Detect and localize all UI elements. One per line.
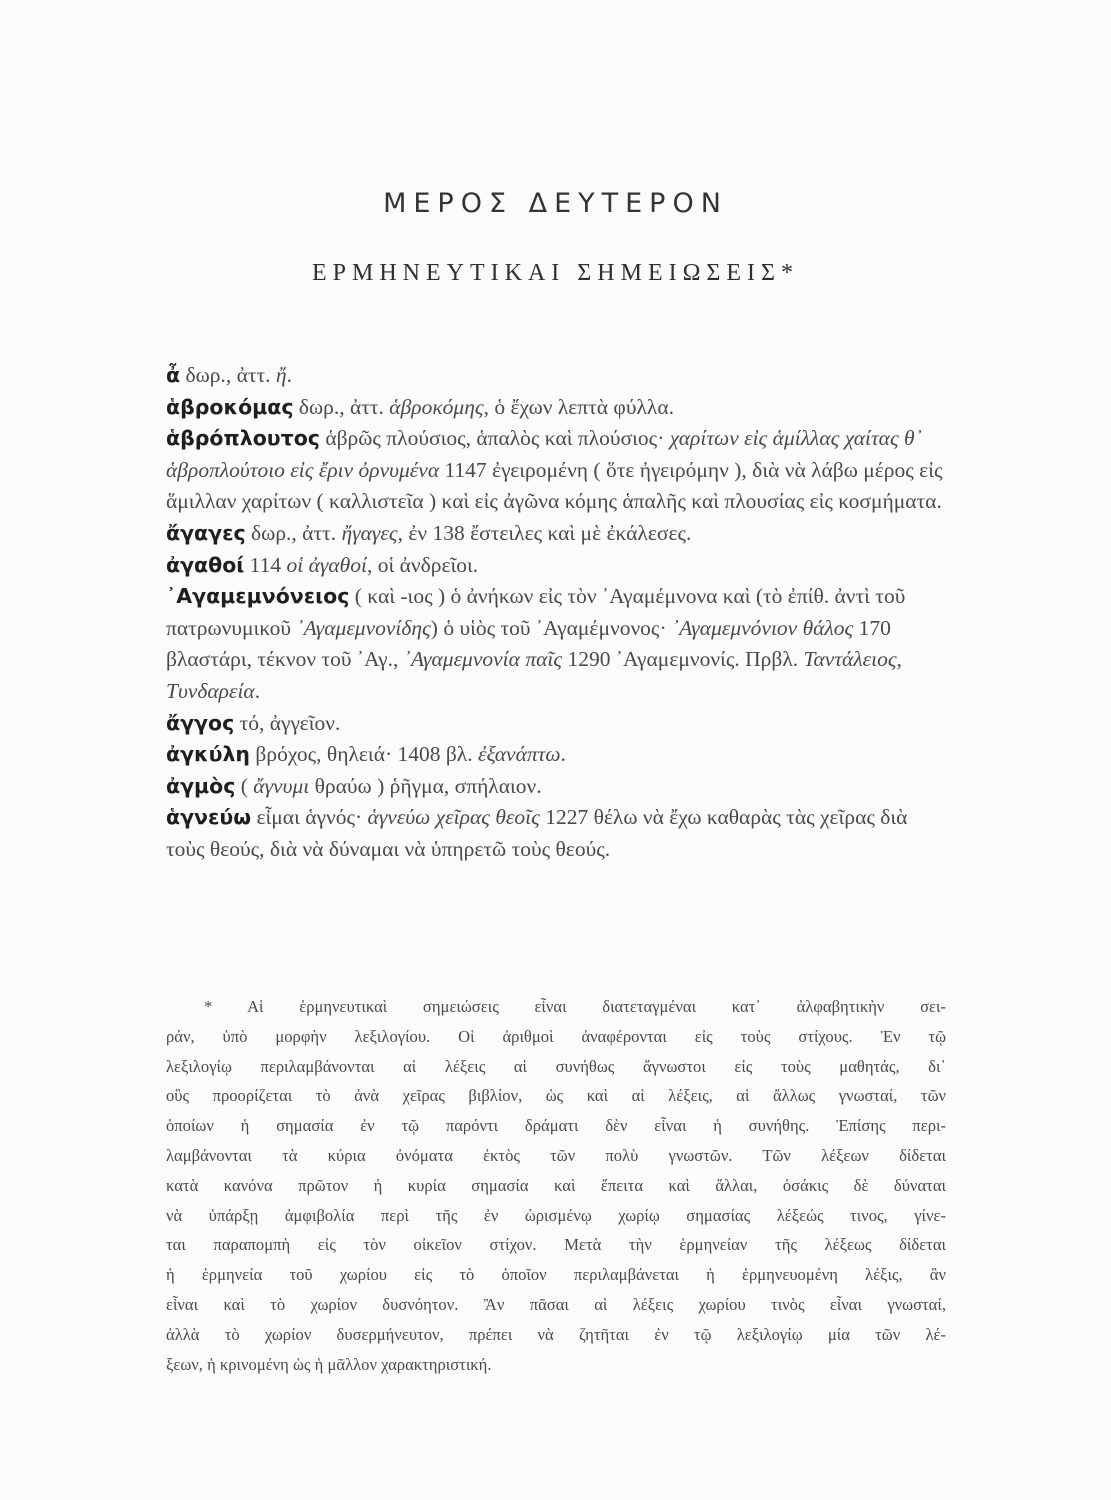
footnote-line: ράν, ὑπὸ μορφὴν λεξιλογίου. Οἱ ἀριθμοὶ ἀναφέρονται εἰς τοὺς στίχους. Ἐν τῷ — [166, 1026, 946, 1046]
entry-text: δωρ., ἀττ. — [298, 394, 390, 419]
glossary-entry — [166, 771, 946, 803]
entry-text: . — [560, 742, 566, 767]
entry-text: , — [896, 647, 902, 672]
entry-lemma: ἄγγος — [166, 710, 235, 735]
entry-text: 1227 θέλω νὰ ἔχω καθαρὰς τὰς χεῖρας διὰ τοὺς θεούς, διὰ νὰ δύναμαι νὰ ὑπηρετῶ τοὺς θεούς. — [166, 805, 908, 861]
footnote-line: οὓς προορίζεται τὸ ἀνὰ χεῖρας βιβλίον, ὡς καὶ αἱ λέξεις, αἱ ἄλλως γνωσταί, τῶν — [166, 1086, 946, 1106]
entry-text: 1147 ἐγειρομένη ( ὅτε ἠγειρόμην ), διὰ νὰ λάβω μέρος εἰς ἅμιλλαν χαρίτων ( καλλιστεῖα ) καὶ εἰς ἀγῶνα κόμης ἁπαλῆς καὶ πλουσίας εἰς κοσμήματα. — [166, 457, 943, 514]
entry-text: δωρ., ἀττ. — [251, 520, 342, 545]
glossary-entry — [166, 550, 946, 582]
entry-text: 1290 ᾿Αγαμεμνονίς. Πρβλ. — [562, 647, 804, 672]
entry-text: , ὁ ἔχων λεπτὰ φύλλα. — [483, 394, 674, 419]
entry-italic-text: ᾿Αγαμεμνόνιον θάλος — [671, 615, 854, 640]
entry-text: θραύω ) ῥῆγμα, σπήλαιον. — [309, 773, 542, 798]
entry-text: , οἱ ἀνδρεῖοι. — [366, 552, 479, 577]
section-title: ΕΡΜΗΝΕΥΤΙΚΑΙ ΣΗΜΕΙΩΣΕΙΣ* — [311, 260, 800, 286]
footnote-line: ἀλλὰ τὸ χωρίον δυσερμήνευτον, πρέπει νὰ ζητῆται ἐν τῷ λεξιλογίῳ μία τῶν λέ- — [166, 1324, 946, 1344]
entry-italic-text: ἐξανάπτω — [477, 742, 561, 767]
entry-lemma: ἄγαγες — [166, 520, 246, 545]
footnote-line: * Αἱ ἑρμηνευτικαὶ σημειώσεις εἶναι διατεταγμέναι κατ᾽ ἀλφαβητικὴν σει- — [204, 997, 946, 1016]
entry-text: ) ὁ υἱὸς τοῦ ᾿Αγαμέμνονος· — [430, 615, 672, 640]
entry-italic-text: ᾿Αγαμεμνονίδης — [296, 615, 431, 640]
glossary-entry — [166, 392, 946, 424]
entry-text: ( καὶ -ιος ) ὁ ἀνήκων εἰς τὸν ᾿Αγαμέμνονα καὶ (τὸ ἐπίθ. ἀντὶ τοῦ πατρωνυμικοῦ — [166, 584, 906, 640]
footnote-line: λαμβάνονται τὰ κύρια ὀνόματα ἐκτὸς τῶν πολὺ γνωστῶν. Τῶν λέξεων δίδεται — [166, 1145, 946, 1165]
footnote-line: νὰ ὑπάρξῃ ἀμφιβολία περὶ τῆς ἐν ὡρισμένῳ χωρίῳ σημασίας λέξεώς τινος, γίνε- — [166, 1205, 946, 1225]
entry-lemma: ἀγκύλη — [166, 742, 251, 767]
entry-lemma: ἀγαθοί — [166, 552, 245, 577]
entry-text: ( — [240, 773, 254, 798]
footnote-line: κατὰ κανόνα πρῶτον ἡ κυρία σημασία καὶ ἔπειτα καὶ ἄλλαι, ὁσάκις δὲ δύναται — [166, 1175, 946, 1195]
entry-lemma: ἁγνεύω — [166, 805, 252, 830]
entry-text: , ἐν 138 ἔστειλες καὶ μὲ ἐκάλεσες. — [397, 520, 692, 545]
entry-lemma: ἁβρόπλουτος — [166, 426, 320, 451]
entry-lemma: ᾿Αγαμεμνόνειος — [166, 584, 350, 609]
entry-lemma: ἆ — [166, 363, 181, 387]
entry-text: 170 βλαστάρι, τέκνον τοῦ ᾿Αγ., — [166, 615, 891, 672]
entry-italic-text: ἁβροκόμης — [389, 394, 484, 419]
entry-lemma: ἀγμὸς — [166, 773, 236, 798]
entry-italic-text: Τυνδαρεία — [166, 678, 255, 703]
entry-italic-text: χαρίτων εἰς ἁμίλλας χαίτας θ᾽ ἁβροπλούτοιο εἰς ἔριν ὀρνυμένα — [166, 426, 922, 482]
footnote-line: εἶναι καὶ τὸ χωρίον δυσνόητον. Ἂν πᾶσαι αἱ λέξεις χωρίου τινὸς εἶναι γνωσταί, — [166, 1294, 946, 1314]
entry-italic-text: ἤ — [275, 363, 287, 387]
entry-italic-text: ἄγνυμι — [253, 773, 310, 798]
entry-text: βρόχος, θηλειά· 1408 βλ. — [255, 742, 478, 767]
footnote-line: ὁποίων ἡ σημασία ἐν τῷ παρόντι δράματι δὲν εἶναι ἡ συνήθης. Ἐπίσης περι- — [166, 1116, 946, 1136]
entry-text: ἁβρῶς πλούσιος, ἁπαλὸς καὶ πλούσιος· — [325, 426, 670, 451]
footnote-line: λεξιλογίῳ περιλαμβάνονται αἱ λέξεις αἱ συνήθως ἄγνωστοι εἰς τοὺς μαθητάς, δι᾽ — [166, 1056, 946, 1076]
glossary-entry — [166, 802, 946, 865]
footnote-line: ξεων, ἡ κρινομένη ὡς ἡ μᾶλλον χαρακτηριστική. — [166, 1354, 492, 1374]
entry-text: εἶμαι ἁγνός· — [256, 805, 368, 830]
part-title: ΜΕΡΟΣ ΔΕΥΤΕΡΟΝ — [383, 188, 728, 219]
entry-lemma: ἁβροκόμας — [166, 394, 294, 419]
glossary-entry — [166, 708, 946, 740]
glossary-entry — [166, 518, 946, 550]
entry-text: 114 — [249, 552, 287, 577]
entry-text: . — [286, 363, 292, 387]
entry-italic-text: ᾿Αγαμεμνονία παῖς — [403, 647, 563, 672]
entry-italic-text: οἱ ἀγαθοί — [286, 552, 367, 577]
entry-italic-text: ἁγνεύω χεῖρας θεοῖς — [367, 805, 540, 830]
footnote-line: ἡ ἑρμηνεία τοῦ χωρίου εἰς τὸ ὁποῖον περιλαμβάνεται ἡ ἑρμηνευομένη λέξις, ἂν — [166, 1265, 946, 1285]
footnote-line: ται παραπομπὴ εἰς τὸν οἰκεῖον στίχον. Μετὰ τὴν ἑρμηνείαν τῆς λέξεως δίδεται — [166, 1235, 946, 1255]
entry-text: τό, ἀγγεῖον. — [239, 710, 341, 735]
glossary-entry — [166, 739, 946, 771]
footnote — [166, 992, 946, 1379]
entry-italic-text: ἤγαγες — [341, 520, 398, 545]
entry-text: δωρ., ἀττ. — [185, 363, 276, 387]
glossary-entry — [166, 423, 946, 518]
glossary-entry — [166, 360, 946, 392]
glossary-entry — [166, 581, 946, 707]
entry-text: . — [254, 678, 261, 703]
glossary-entries — [166, 360, 946, 866]
entry-italic-text: Ταντάλειος — [803, 647, 897, 672]
